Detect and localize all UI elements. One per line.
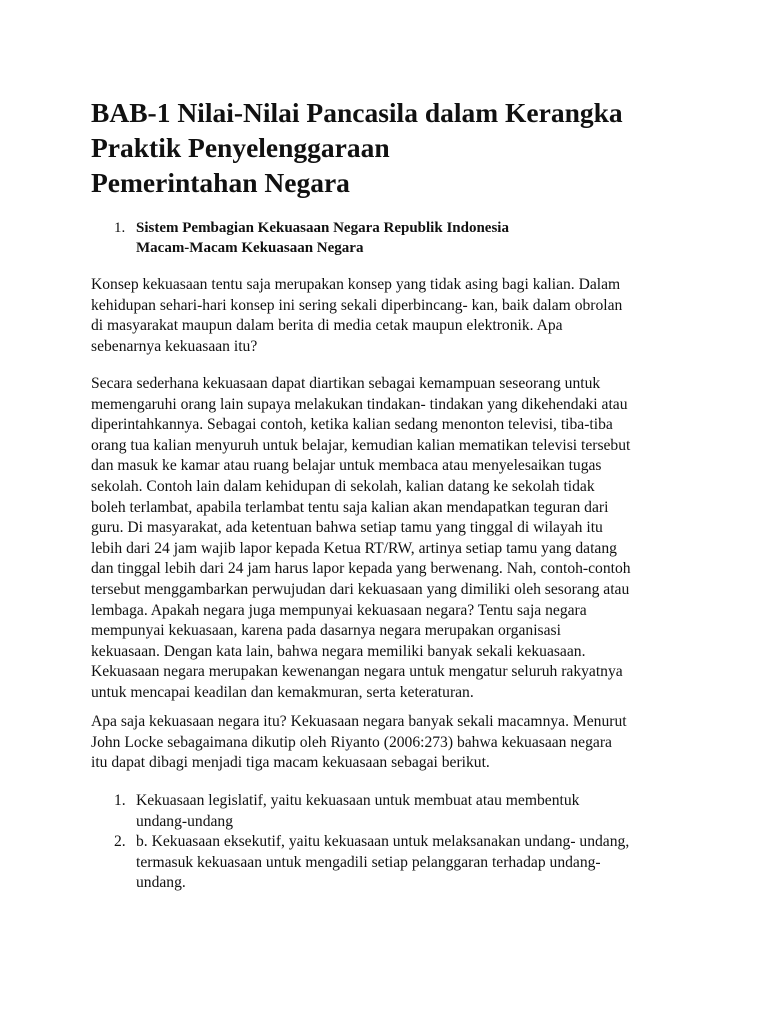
- title-line: Praktik Penyelenggaraan: [91, 132, 390, 163]
- list-item-number: 2.: [114, 833, 126, 850]
- paragraph-line: Secara sederhana kekuasaan dapat diartikan sebagai kemampuan seseorang untuk: [91, 375, 601, 392]
- paragraph-line: sebenarnya kekuasaan itu?: [91, 337, 258, 355]
- paragraph-line: orang tua kalian menyuruh untuk belajar, kemudian kalian mematikan televisi tersebut: [91, 436, 631, 454]
- list-item-text: [136, 791, 716, 832]
- list-item-line: b. Kekuasaan eksekutif, yaitu kekuasaan untuk melaksanakan undang- undang,: [136, 833, 630, 850]
- paragraph-line: di masyarakat maupun dalam berita di media cetak maupun elektronik. Apa: [91, 317, 563, 335]
- paragraph-line: Kekuasaan negara merupakan kewenangan negara untuk mengatur seluruh rakyatnya: [91, 663, 623, 681]
- paragraph-macam-kekuasaan: [91, 712, 711, 774]
- paragraph-line: untuk mencapai keadilan dan kemakmuran, serta keteraturan.: [91, 683, 474, 701]
- title-line: BAB-1 Nilai-Nilai Pancasila dalam Kerangka: [91, 97, 623, 128]
- paragraph-konsep-kekuasaan: [91, 275, 711, 357]
- paragraph-line: dan tinggal lebih dari 24 jam harus lapor kepada yang berwenang. Nah, contoh-contoh: [91, 560, 631, 578]
- paragraph-line: itu dapat dibagi menjadi tiga macam kekuasaan sebagai berikut.: [91, 754, 490, 772]
- paragraph-line: Konsep kekuasaan tentu saja merupakan konsep yang tidak asing bagi kalian. Dalam: [91, 276, 621, 293]
- paragraph-line: boleh terlambat, apabila terlambat tentu saja kalian akan mendapatkan teguran dari: [91, 498, 609, 516]
- paragraph-line: kekuasaan. Dengan kata lain, bahwa negara memiliki banyak sekali kekuasaan.: [91, 642, 586, 660]
- paragraph-line: dan masuk ke kamar atau ruang belajar untuk membaca atau menyelesaikan tugas: [91, 457, 602, 475]
- paragraph-line: Apa saja kekuasaan negara itu? Kekuasaan negara banyak sekali macamnya. Menurut: [91, 713, 627, 730]
- section-number: 1.: [114, 220, 126, 236]
- list-item-text: [136, 832, 716, 894]
- paragraph-line: memengaruhi orang lain supaya melakukan tindakan- tindakan yang dikehendaki atau: [91, 395, 628, 413]
- list-item-line: undang-undang: [136, 812, 234, 830]
- list-item-line: Kekuasaan legislatif, yaitu kekuasaan untuk membuat atau membentuk: [136, 792, 580, 809]
- page-title: [91, 95, 731, 200]
- paragraph-line: sekolah. Contoh lain dalam kehidupan di sekolah, kalian datang ke sekolah tidak: [91, 477, 595, 495]
- section-title-line: Macam-Macam Kekuasaan Negara: [136, 240, 364, 256]
- list-item-line: termasuk kekuasaan untuk mengadili setiap pelanggaran terhadap undang-: [136, 853, 601, 871]
- paragraph-line: mempunyai kekuasaan, karena pada dasarnya negara merupakan organisasi: [91, 622, 561, 640]
- section-title-line: Sistem Pembagian Kekuasaan Negara Republik Indonesia: [136, 220, 509, 236]
- paragraph-line: guru. Di masyarakat, ada ketentuan bahwa setiap tamu yang tinggal di wilayah itu: [91, 519, 603, 537]
- paragraph-line: tersebut menggambarkan perwujudan dari kekuasaan yang dimiliki oleh sesorang atau: [91, 580, 630, 598]
- paragraph-line: lebih dari 24 jam wajib lapor kepada Ketua RT/RW, artinya setiap tamu yang datang: [91, 539, 617, 557]
- paragraph-definisi-kekuasaan: [91, 374, 711, 704]
- paragraph-line: diperintahkannya. Sebagai contoh, ketika kalian sedang menonton televisi, tiba-tiba: [91, 416, 613, 434]
- paragraph-line: kehidupan sehari-hari konsep ini sering sekali diperbincang- kan, baik dalam obrolan: [91, 296, 623, 314]
- list-item-line: undang.: [136, 874, 186, 892]
- paragraph-line: lembaga. Apakah negara juga mempunyai kekuasaan negara? Tentu saja negara: [91, 601, 587, 619]
- list-item-number: 1.: [114, 792, 126, 809]
- title-line: Pemerintahan Negara: [91, 167, 350, 198]
- section-title: [136, 218, 696, 258]
- paragraph-line: John Locke sebagaimana dikutip oleh Riyanto (2006:273) bahwa kekuasaan negara: [91, 733, 612, 751]
